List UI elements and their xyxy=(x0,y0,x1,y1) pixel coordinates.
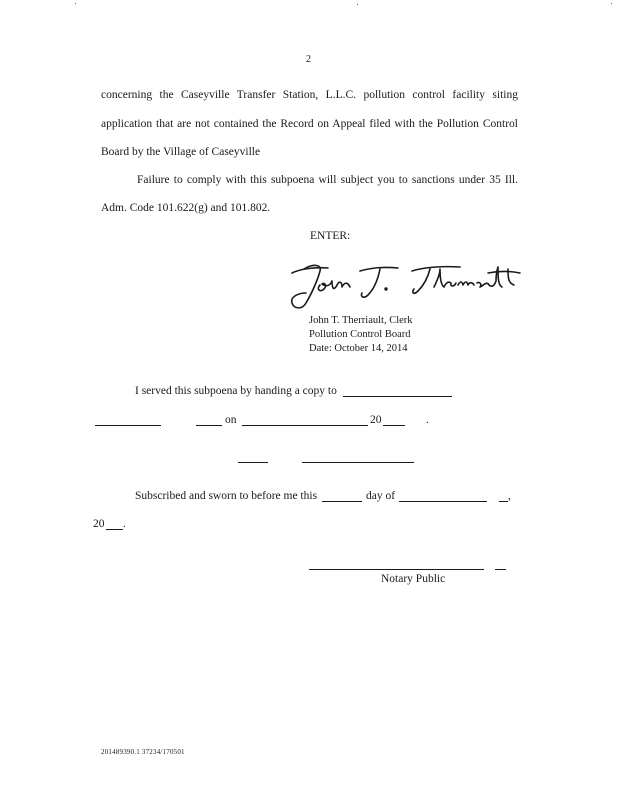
body-line-5: Adm. Code 101.622(g) and 101.802. xyxy=(101,202,271,214)
subscribed-year-blank xyxy=(106,529,123,530)
service-year-prefix: 20 xyxy=(370,414,382,426)
service-blank-2 xyxy=(196,425,222,426)
subscribed-period: . xyxy=(123,518,126,530)
month-blank-tail xyxy=(499,501,508,502)
scan-speck xyxy=(75,3,76,4)
subscribed-comma: , xyxy=(508,490,511,502)
enter-label: ENTER: xyxy=(310,230,351,242)
handwritten-signature xyxy=(284,259,524,315)
board-name: Pollution Control Board xyxy=(309,329,411,340)
on-text: on xyxy=(225,414,237,426)
subscribed-year-prefix: 20 xyxy=(93,518,105,530)
body-line-3: Board by the Village of Caseyville xyxy=(101,146,261,158)
body-line-4: Failure to comply with this subpoena will subject you to sanctions under 35 Ill. xyxy=(137,174,518,186)
signature-date: Date: October 14, 2014 xyxy=(309,343,408,354)
scan-speck xyxy=(357,4,358,5)
notary-signature-blank xyxy=(309,569,484,570)
service-year-blank xyxy=(383,425,405,426)
day-blank xyxy=(322,501,362,502)
footer-document-id: 201489390.1 37234/170501 xyxy=(101,748,185,756)
served-text: I served this subpoena by handing a copy to xyxy=(135,385,337,397)
notary-label: Notary Public xyxy=(381,573,446,585)
service-date-blank xyxy=(242,425,368,426)
server-signature-blank xyxy=(302,462,414,463)
server-blank-short xyxy=(238,462,268,463)
scan-speck xyxy=(611,3,612,4)
served-to-blank xyxy=(343,396,452,397)
day-of-text: day of xyxy=(366,490,396,502)
clerk-name: John T. Therriault, Clerk xyxy=(309,315,413,326)
notary-blank-tail xyxy=(495,569,506,570)
body-line-1: concerning the Caseyville Transfer Station, L.L.C. pollution control facility siting xyxy=(101,89,518,101)
body-line-2: application that are not contained the Record on Appeal filed with the Pollution Control xyxy=(101,118,518,130)
page-number: 2 xyxy=(306,54,311,65)
month-blank xyxy=(399,501,487,502)
service-period: . xyxy=(426,414,429,426)
service-blank-1 xyxy=(95,425,161,426)
subscribed-text: Subscribed and sworn to before me this xyxy=(135,490,318,502)
